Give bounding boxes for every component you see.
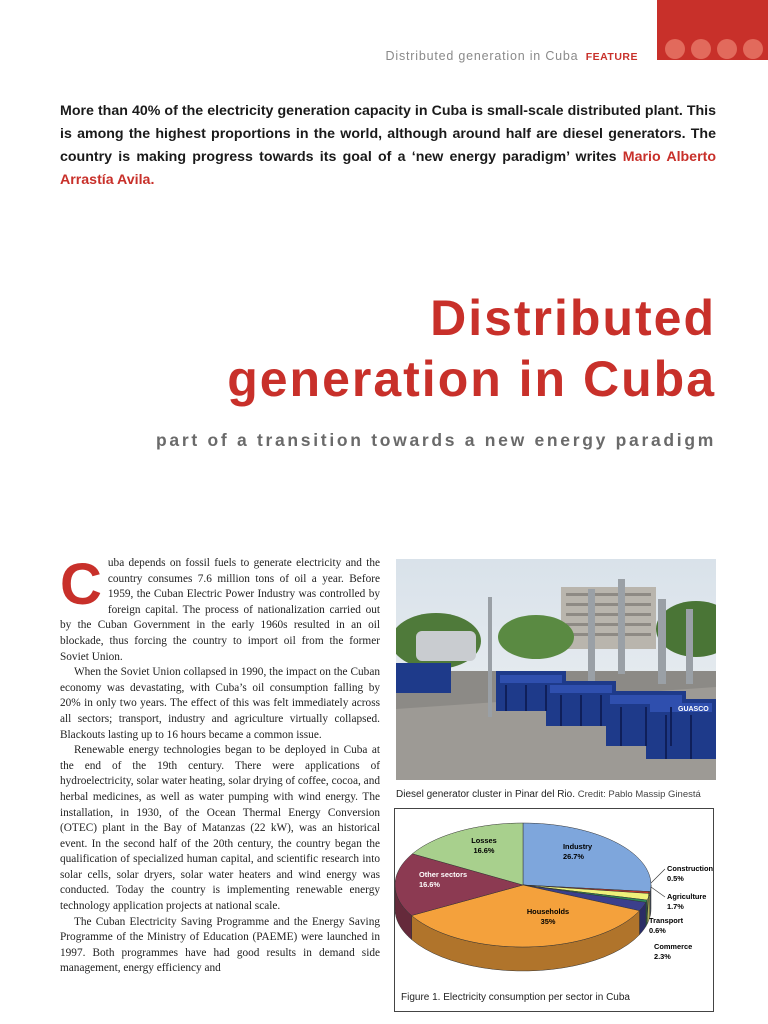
body-paragraph: Renewable energy technologies began to be deployed in Cuba at the end of the 19th century. There were applications of hydroelectricity, solar water heating, solar drying of coffee, cocoa, and herbal medicines, as well as water pumping with wind energy. The installation, in 1930, of the Ocean Thermal Energy Conversion (OTEC) plant in the Bay of Matanzas (22 kW), was an historical event. In the second half of the 20th century, the country began the qualification of specialized human capital, and scientific research into solar cells, solar dryers, solar water heaters and wind energy was conducted. Today the country is implementing renewable energy technology application projects at national scale. — [60, 744, 380, 913]
body-column — [60, 552, 380, 977]
generator-photo — [396, 559, 716, 780]
pie-label-category: Transport — [649, 916, 684, 925]
header-dot — [743, 39, 763, 59]
header-dot — [691, 39, 711, 59]
drop-cap: C — [60, 552, 102, 617]
photo-caption — [396, 789, 701, 800]
generator-sign-text: GUASCO — [678, 706, 709, 713]
author-name: Mario Alberto Arrastía Avila — [60, 149, 716, 188]
pie-label-value: 16.6% — [419, 880, 440, 889]
section-label: FEATURE — [585, 51, 638, 63]
pie-label-value: 35% — [540, 917, 556, 926]
article-subtitle: part of a transition towards a new energy paradigm — [156, 430, 716, 450]
pie-label-value: 1.7% — [667, 902, 684, 911]
pie-label-value: 0.6% — [649, 926, 666, 935]
pie-label-value: 2.3% — [654, 952, 671, 961]
running-head — [386, 49, 638, 63]
pie-label-category: Industry — [563, 842, 593, 851]
pie-label-category: Construction — [667, 864, 713, 873]
running-title: Distributed generation in Cuba — [385, 49, 579, 63]
title-line-2: generation in Cuba — [227, 351, 716, 407]
pie-label-value: 16.6% — [473, 846, 495, 855]
pie-label-category: Households — [526, 907, 570, 916]
figure-caption: Figure 1. Electricity consumption per sector in Cuba — [401, 992, 630, 1003]
pie-leader-line — [651, 869, 665, 883]
article-title — [76, 288, 716, 410]
standfirst-end: . — [150, 172, 155, 188]
building — [561, 587, 656, 649]
pie-label-value: 26.7% — [563, 852, 584, 861]
pie-label-category: Agriculture — [667, 892, 707, 901]
photo-caption-text: Diesel generator cluster in Pinar del Rio. — [396, 789, 575, 800]
pie-leader-line — [651, 887, 665, 897]
pie-slice-industry — [523, 823, 651, 892]
pie-chart — [395, 809, 713, 984]
photo-credit: Credit: Pablo Massip Ginestá — [577, 789, 701, 800]
body-paragraph-text: uba depends on fossil fuels to generate electricity and the country consumes 7.6 million tons of oil a year. Before 1959, the Cuban Electric Power Industry was controlled by foreign capital. The process of nationalization carried out by the Cuban Government in the early 1960s resulted in an oil blockade, thus forcing the country to import oil from the former Soviet Union. — [60, 557, 380, 663]
body-paragraph: The Cuban Electricity Saving Programme and the Energy Saving Programme of the Ministry of Education (PAEME) were launched in 1997. Both programmes have had good results in demand side management, energy efficiency and — [60, 915, 380, 975]
body-paragraph — [60, 552, 380, 665]
standfirst-text: More than 40% of the electricity generation capacity in Cuba is small-scale distributed plant. This is among the highest proportions in the world, although around half are diesel generators. The country is making progress towards its goal of a ‘new energy paradigm’ writes — [60, 103, 716, 165]
pie-label-category: Losses — [471, 836, 497, 845]
pie-label-category: Other sectors — [419, 870, 468, 879]
header-dot — [717, 39, 737, 59]
pie-label-value: 0.5% — [667, 874, 684, 883]
body-paragraph: When the Soviet Union collapsed in 1990, the impact on the Cuban economy was devastating, with Cuba’s oil consumption falling by 20% in only two years. The effect of this was felt immediately across all sectors; transport, industry and agriculture virtually collapsed. Blackouts lasting up to 16 hours became a common issue. — [60, 666, 380, 741]
title-line-1: Distributed — [430, 290, 716, 346]
standfirst — [60, 100, 716, 192]
generator-photo-illustration — [396, 559, 716, 780]
pie-label-category: Commerce — [654, 942, 693, 951]
header-dot — [665, 39, 685, 59]
figure-box — [394, 808, 714, 1012]
tank — [416, 631, 476, 661]
